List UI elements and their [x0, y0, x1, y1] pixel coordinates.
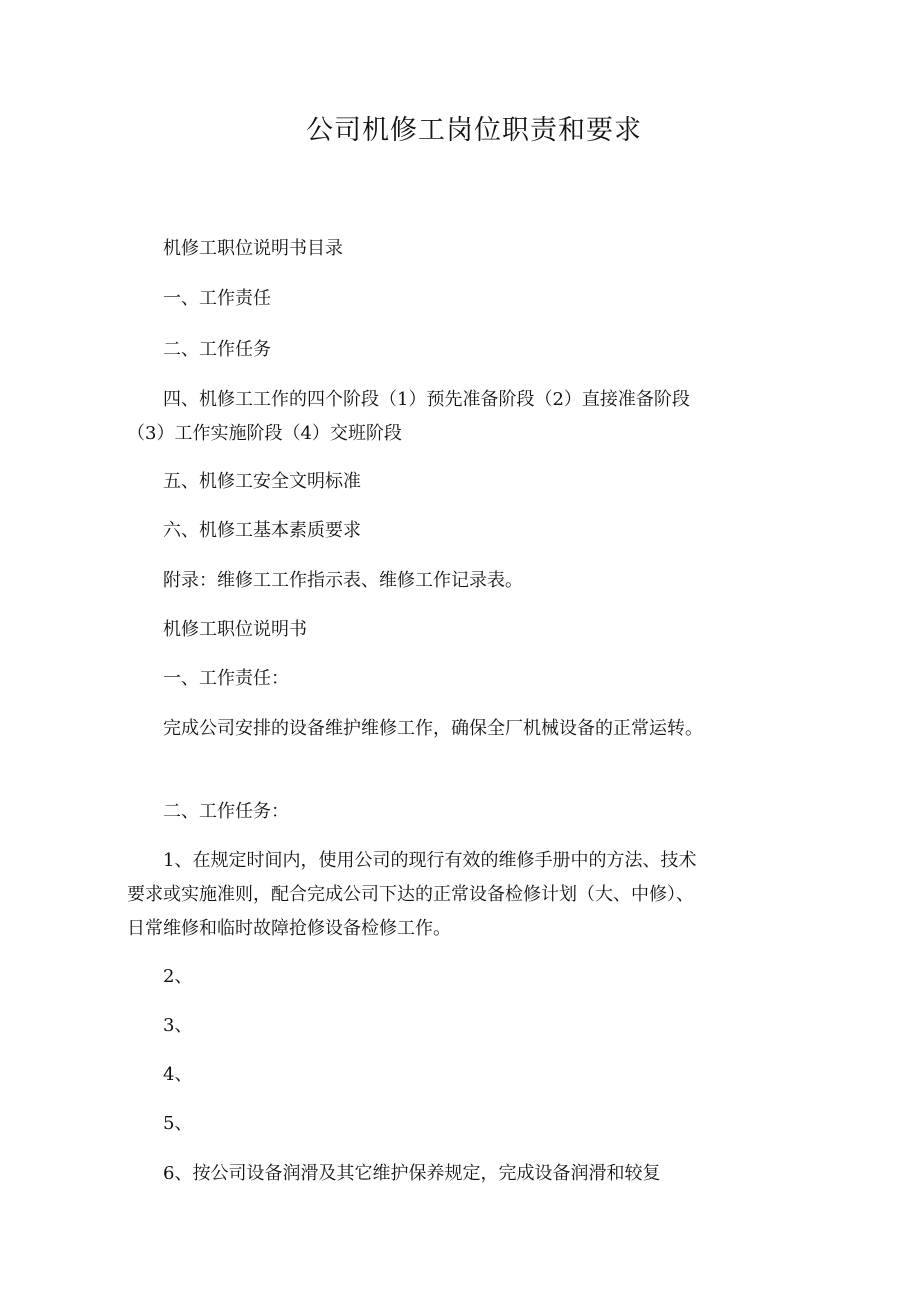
paragraph-section-heading: 机修工职位说明书 [163, 619, 307, 640]
paragraph-toc-item: 四、机修工工作的四个阶段（1）预先准备阶段（2）直接准备阶段（3）工作实施阶段（4）交班阶段 [127, 389, 690, 444]
paragraph-body: 完成公司安排的设备维护维修工作，确保全厂机械设备的正常运转。 [163, 718, 703, 739]
paragraph-list-item: 2、 [163, 966, 193, 987]
paragraph-toc-heading: 机修工职位说明书目录 [163, 238, 343, 259]
paragraph-toc-item: 五、机修工安全文明标准 [163, 471, 361, 492]
paragraph-list-item: 1、在规定时间内，使用公司的现行有效的维修手册中的方法、技术要求或实施准则，配合完成公司下达的正常设备检修计划（大、中修）、日常维修和临时故障抢修设备检修工作。 [127, 850, 697, 939]
paragraph-section-heading: 二、工作任务： [163, 801, 289, 822]
paragraph-list-item: 6、按公司设备润滑及其它维护保养规定，完成设备润滑和较复 [163, 1163, 661, 1184]
paragraph-list-item: 3、 [163, 1015, 193, 1036]
paragraph-toc-item: 一、工作责任 [163, 288, 271, 309]
paragraph-section-heading: 一、工作责任： [163, 668, 289, 689]
paragraph-toc-item: 六、机修工基本素质要求 [163, 520, 361, 541]
paragraph-appendix: 附录：维修工工作指示表、维修工作记录表。 [163, 570, 523, 591]
paragraph-list-item: 4、 [163, 1064, 193, 1085]
paragraph-toc-item: 二、工作任务 [163, 339, 271, 360]
paragraph-list-item: 5、 [163, 1113, 193, 1134]
document-title: 公司机修工岗位职责和要求 [306, 115, 642, 146]
